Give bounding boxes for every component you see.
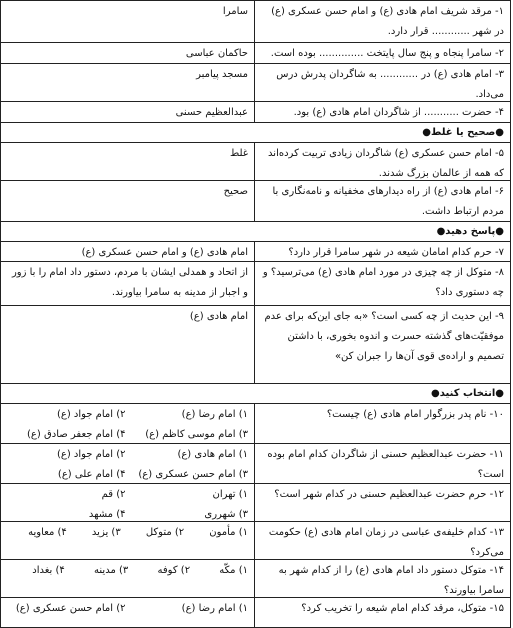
option: ۳) یزید — [91, 527, 121, 538]
options — [1, 404, 254, 443]
option: ۳) شهرری — [204, 509, 248, 520]
option: ۱) مکّه — [219, 565, 248, 576]
option: ۴) امام علی (ع) — [57, 469, 126, 480]
question-row — [0, 102, 511, 123]
question-row — [0, 242, 511, 262]
question-row — [0, 143, 511, 181]
options — [1, 484, 254, 521]
question-row — [0, 444, 511, 484]
option: ۳) مدینه — [94, 565, 129, 576]
question-text: ۱۱- حضرت عبدالعظیم حسنی از شاگردان کدام امام بوده است؟ — [254, 444, 510, 483]
question-text: ۱- مرقد شریف امام هادی (ع) و امام حسن عسکری (ع) در شهر ............ قرار دارد. — [254, 1, 510, 42]
option: ۴) معاویه — [28, 527, 67, 538]
option: ۲) قم — [101, 489, 126, 500]
option: ۳) امام حسن عسکری (ع) — [138, 469, 248, 480]
option: ۱) امام رضا (ع) — [181, 603, 248, 614]
answer-text: سامرا — [222, 6, 248, 17]
question-text: ۱۵- متوکل، مرقد کدام امام شیعه را تخریب کرد؟ — [254, 598, 510, 627]
option: ۱) امام هادی (ع) — [177, 449, 248, 460]
option: ۲) کوفه — [157, 565, 191, 576]
question-row — [0, 522, 511, 560]
answer-text: از اتحاد و همدلی ایشان با مردم، دستور داد امام را با زور و اجبار از مدینه به سامرا بیاورند. — [11, 267, 248, 298]
question-row — [0, 484, 511, 522]
answer-text: غلط — [229, 148, 248, 159]
question-row — [0, 262, 511, 306]
question-row — [0, 181, 511, 222]
question-row — [0, 64, 511, 102]
options — [1, 598, 254, 627]
section-heading: ●پاسخ دهید● — [0, 222, 511, 242]
question-row — [0, 43, 511, 64]
answer-text: مسجد پیامبر — [196, 69, 248, 80]
options — [1, 522, 254, 559]
option: ۱) مأمون — [209, 527, 248, 538]
option: ۴) امام جعفر صادق (ع) — [27, 429, 126, 440]
option: ۳) امام موسی کاظم (ع) — [145, 429, 248, 440]
answer-text: عبدالعظیم حسنی — [175, 107, 248, 118]
question-text: ۱۳- کدام خلیفه‌ی عباسی در زمان امام هادی (ع) حکومت می‌کرد؟ — [254, 522, 510, 559]
question-text: ۷- حرم کدام امامان شیعه در شهر سامرا قرار دارد؟ — [254, 242, 510, 261]
question-text: ۱۴- متوکل دستور داد امام هادی (ع) را از کدام شهر به سامرا بیاورند؟ — [254, 560, 510, 597]
option: ۱) تهران — [212, 489, 248, 500]
option: ۲) متوکل — [145, 527, 185, 538]
section-heading: ●صحیح یا غلط● — [0, 123, 511, 143]
question-text: ۳- امام هادی (ع) در ............ به شاگردان پدرش درس می‌داد. — [254, 64, 510, 101]
question-row — [0, 306, 511, 384]
option: ۴) مشهد — [88, 509, 126, 520]
question-text: ۵- امام حسن عسکری (ع) شاگردان زیادی تربیت کرده‌اند که همه از عالمان بزرگ شدند. — [254, 143, 510, 180]
answer-text: امام هادی (ع) — [189, 311, 248, 322]
answer-text: صحیح — [223, 186, 248, 197]
question-row — [0, 560, 511, 598]
option: ۲) امام جواد (ع) — [56, 409, 126, 420]
section-heading: ●انتخاب کنید● — [0, 384, 511, 404]
question-text: ۸- متوکل از چه چیزی در مورد امام هادی (ع) می‌ترسید؟ و چه دستوری داد؟ — [254, 262, 510, 305]
question-text: ۹- این حدیث از چه کسی است؟ «به جای این‌که برای عدم موفقیّت‌های گذشته حسرت و اندوه بخوری، با داشتن تصمیم و اراده‌ی قوی آن‌ها را جبران کن» — [254, 306, 510, 383]
answer-text: امام هادی (ع) و امام حسن عسکری (ع) — [81, 247, 248, 258]
question-row — [0, 0, 511, 43]
question-text: ۱۰- نام پدر بزرگوار امام هادی (ع) چیست؟ — [254, 404, 510, 443]
option: ۲) امام حسن عسکری (ع) — [15, 603, 126, 614]
question-text: ۴- حضرت ........... از شاگردان امام هادی (ع) بود. — [254, 102, 510, 122]
option: ۲) امام جواد (ع) — [56, 449, 126, 460]
answer-text: حاکمان عباسی — [185, 48, 248, 59]
options — [1, 444, 254, 483]
question-row — [0, 598, 511, 628]
option: ۴) بغداد — [32, 565, 65, 576]
question-row — [0, 404, 511, 444]
option: ۱) امام رضا (ع) — [181, 409, 248, 420]
question-text: ۲- سامرا پنجاه و پنج سال پایتخت .............. بوده است. — [254, 43, 510, 63]
question-text: ۶- امام هادی (ع) از راه دیدارهای مخفیانه و نامه‌نگاری با مردم ارتباط داشت. — [254, 181, 510, 221]
question-text: ۱۲- حرم حضرت عبدالعظیم حسنی در کدام شهر است؟ — [254, 484, 510, 521]
options — [1, 560, 254, 597]
